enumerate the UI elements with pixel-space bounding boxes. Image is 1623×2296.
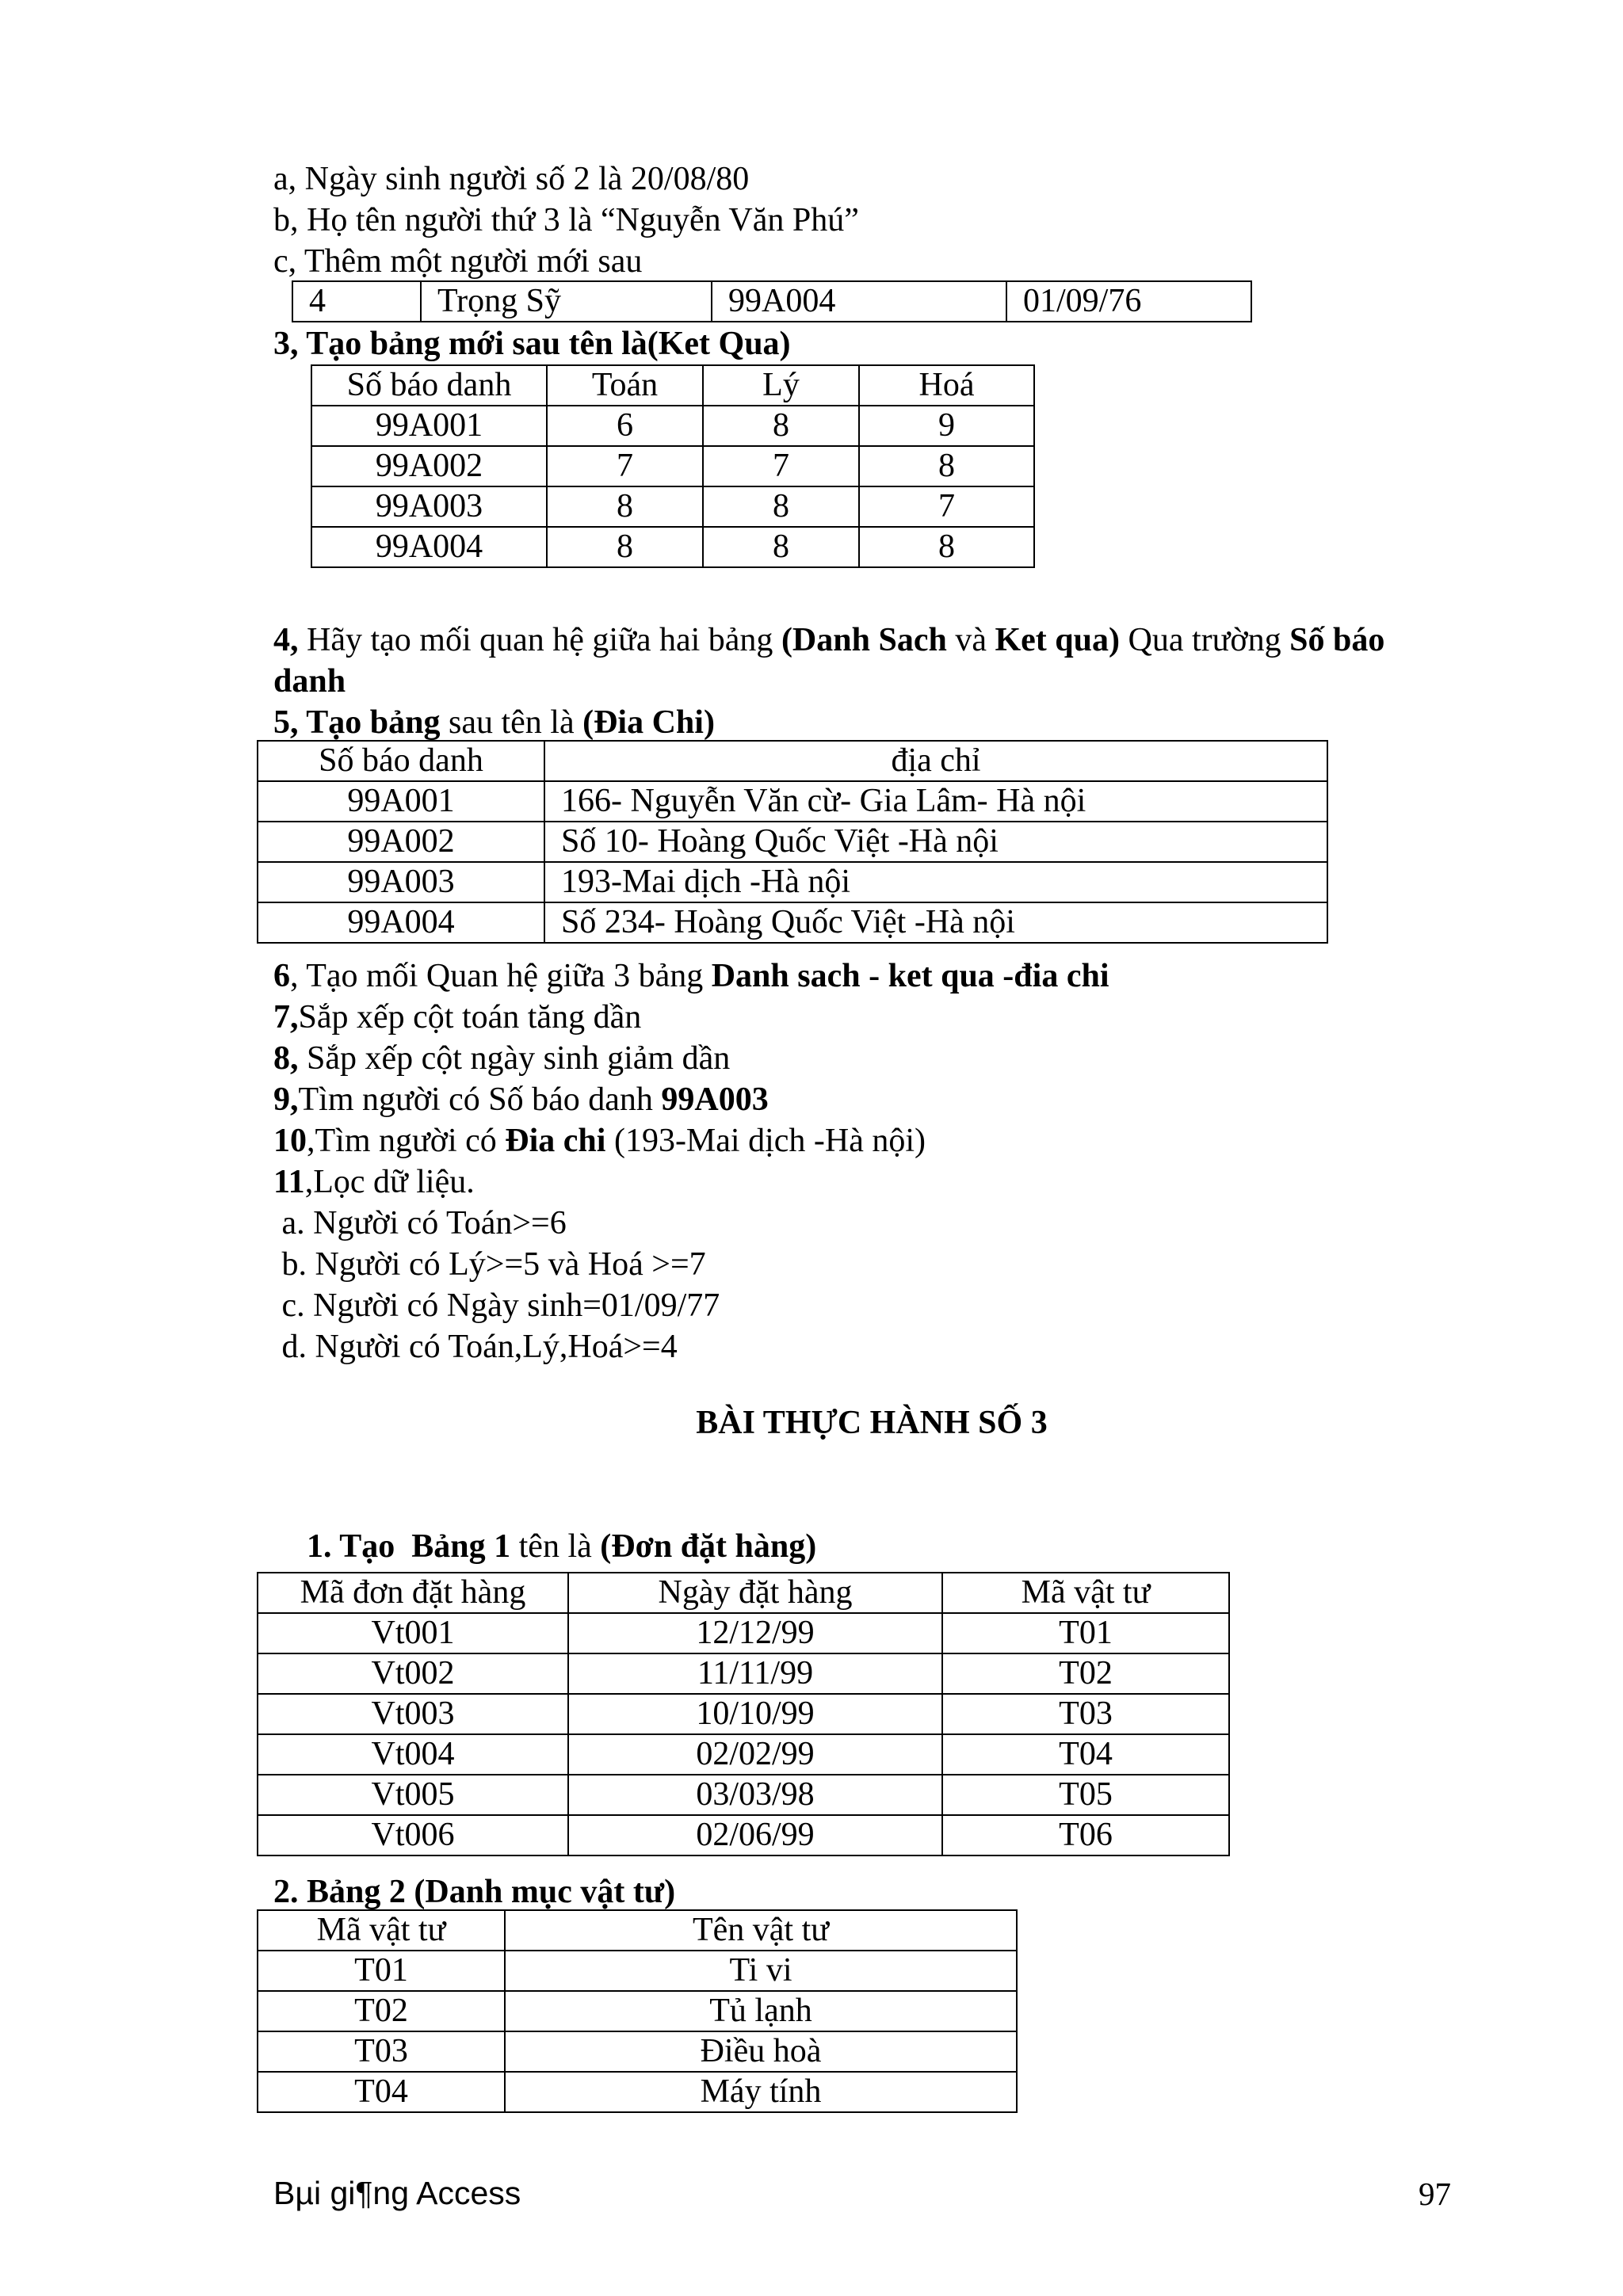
text-run: ,Tìm người có xyxy=(307,1123,506,1159)
table-header-cell: Toán xyxy=(547,365,703,406)
ket-qua-table xyxy=(311,364,1035,568)
table-cell: Máy tính xyxy=(505,2072,1017,2112)
question-number: 7, xyxy=(273,999,299,1035)
page-number: 97 xyxy=(1419,2176,1451,2212)
table-row xyxy=(311,527,1034,567)
table-cell: 99A003 xyxy=(258,862,544,902)
table-cell: 8 xyxy=(547,527,703,567)
table-cell: Vt001 xyxy=(258,1613,568,1653)
table-cell: Số 10- Hoàng Quốc Việt -Hà nội xyxy=(544,822,1327,862)
table-cell: Số 234- Hoàng Quốc Việt -Hà nội xyxy=(544,902,1327,943)
table-cell: Vt005 xyxy=(258,1775,568,1815)
table-cell: 02/02/99 xyxy=(568,1734,942,1775)
table-cell: T02 xyxy=(942,1653,1229,1694)
table-cell: T01 xyxy=(942,1613,1229,1653)
table-header-row xyxy=(258,1573,1229,1613)
text-run-bold: Danh sach - ket qua -đia chi xyxy=(711,958,1109,994)
table-header-cell: Mã vật tư xyxy=(258,1910,505,1951)
table-cell: 99A004 xyxy=(311,527,547,567)
table-cell: 99A004 xyxy=(712,281,1006,322)
table-cell: Vt004 xyxy=(258,1734,568,1775)
table-row xyxy=(258,1653,1229,1694)
table-row xyxy=(258,1951,1017,1991)
question-3: 3, Tạo bảng mới sau tên là(Ket Qua) xyxy=(273,326,791,362)
table-row xyxy=(258,1815,1229,1855)
table-cell: Tủ lạnh xyxy=(505,1991,1017,2031)
table-row xyxy=(258,862,1327,902)
table-cell: T03 xyxy=(942,1694,1229,1734)
question-10 xyxy=(273,1120,926,1161)
table-row xyxy=(258,1991,1017,2031)
text-run-bold: (Đia Chi) xyxy=(582,704,715,741)
table-header-cell: Mã đơn đặt hàng xyxy=(258,1573,568,1613)
text-run-bold: Ket qua) xyxy=(995,622,1120,658)
question-6 xyxy=(273,955,1109,997)
question-11 xyxy=(273,1161,475,1203)
table-cell: 193-Mai dịch -Hà nội xyxy=(544,862,1327,902)
table-cell: 02/06/99 xyxy=(568,1815,942,1855)
table-cell: 7 xyxy=(859,486,1034,527)
table-row xyxy=(311,446,1034,486)
table-cell: 8 xyxy=(547,486,703,527)
filter-item: d. Người có Toán,Lý,Hoá>=4 xyxy=(273,1329,678,1365)
instruction-a: a, Ngày sinh người số 2 là 20/08/80 xyxy=(273,161,750,197)
filter-item: b. Người có Lý>=5 và Hoá >=7 xyxy=(273,1246,706,1283)
table-header-cell: Lý xyxy=(703,365,859,406)
text-run-bold: (Danh Sach xyxy=(781,622,947,658)
table-row xyxy=(311,406,1034,446)
question-7 xyxy=(273,997,641,1038)
question-9 xyxy=(273,1079,769,1120)
table-cell: T04 xyxy=(258,2072,505,2112)
table-cell: 11/11/99 xyxy=(568,1653,942,1694)
new-person-table xyxy=(292,280,1252,322)
table-cell: 4 xyxy=(292,281,421,322)
table-header-cell: Ngày đặt hàng xyxy=(568,1573,942,1613)
table-row xyxy=(311,486,1034,527)
section-title: BÀI THỰC HÀNH SỐ 3 xyxy=(696,1405,1048,1441)
question-number: 11 xyxy=(273,1164,305,1200)
table-cell: 01/09/76 xyxy=(1006,281,1251,322)
dia-chi-table xyxy=(257,740,1328,944)
table-cell: T03 xyxy=(258,2031,505,2072)
question-number: 8, xyxy=(273,1040,299,1077)
table-cell: 03/03/98 xyxy=(568,1775,942,1815)
table-cell: T05 xyxy=(942,1775,1229,1815)
table-cell: Điều hoà xyxy=(505,2031,1017,2072)
instruction-c: c, Thêm một người mới sau xyxy=(273,243,643,280)
table-cell: Trọng Sỹ xyxy=(421,281,712,322)
table-cell: 99A001 xyxy=(311,406,547,446)
table-header-cell: Mã vật tư xyxy=(942,1573,1229,1613)
table-row xyxy=(258,822,1327,862)
question-8 xyxy=(273,1038,730,1079)
filter-item: a. Người có Toán>=6 xyxy=(273,1205,567,1241)
question-4-line-2: danh xyxy=(273,663,346,700)
danh-muc-vat-tu-table xyxy=(257,1909,1018,2113)
table-cell: 7 xyxy=(703,446,859,486)
table-cell: T01 xyxy=(258,1951,505,1991)
question-number: 10 xyxy=(273,1123,307,1159)
table-cell: 8 xyxy=(703,486,859,527)
table-cell: T06 xyxy=(942,1815,1229,1855)
table-cell: 8 xyxy=(859,527,1034,567)
text-run-bold: 5, Tạo bảng xyxy=(273,704,441,741)
table-row xyxy=(292,281,1251,322)
table-header-row xyxy=(258,1910,1017,1951)
instruction-b: b, Họ tên người thứ 3 là “Nguyễn Văn Phú” xyxy=(273,202,859,238)
table-row xyxy=(258,1613,1229,1653)
table-row xyxy=(258,1694,1229,1734)
text-run: ,Lọc dữ liệu. xyxy=(304,1164,475,1200)
table-row xyxy=(258,1775,1229,1815)
table-header-cell: Số báo danh xyxy=(311,365,547,406)
table-cell: 99A002 xyxy=(258,822,544,862)
text-run-bold: 99A003 xyxy=(661,1081,769,1118)
table-cell: 8 xyxy=(703,406,859,446)
text-run: và xyxy=(946,622,995,658)
table-header-cell: Số báo danh xyxy=(258,741,544,781)
table-header-cell: Tên vật tư xyxy=(505,1910,1017,1951)
text-run: Hãy tạo mối quan hệ giữa hai bảng xyxy=(298,622,781,658)
table-cell: Vt003 xyxy=(258,1694,568,1734)
question-number: 6 xyxy=(273,958,290,994)
table-row xyxy=(258,781,1327,822)
table-cell: 99A001 xyxy=(258,781,544,822)
text-run-bold: Số báo xyxy=(1289,622,1385,658)
text-run: (193-Mai dịch -Hà nội) xyxy=(605,1123,926,1159)
footer-title: Bµi gi¶ng Access xyxy=(273,2175,521,2211)
table-cell: 8 xyxy=(859,446,1034,486)
question-5 xyxy=(273,702,715,743)
table-header-row xyxy=(311,365,1034,406)
table-row xyxy=(258,1734,1229,1775)
table-cell: T02 xyxy=(258,1991,505,2031)
table-cell: 9 xyxy=(859,406,1034,446)
filter-item: c. Người có Ngày sinh=01/09/77 xyxy=(273,1287,720,1324)
table-cell: 7 xyxy=(547,446,703,486)
table-header-cell: Hoá xyxy=(859,365,1034,406)
table-cell: 8 xyxy=(703,527,859,567)
table-cell: 12/12/99 xyxy=(568,1613,942,1653)
don-dat-hang-table xyxy=(257,1572,1230,1856)
text-run-bold: (Đơn đặt hàng) xyxy=(600,1528,817,1565)
text-run: sau tên là xyxy=(440,704,583,741)
table-cell: 10/10/99 xyxy=(568,1694,942,1734)
text-run: Sắp xếp cột toán tăng dần xyxy=(298,999,642,1035)
question-number: 9, xyxy=(273,1081,299,1118)
question-4-line-1 xyxy=(273,620,1384,661)
text-run: tên là xyxy=(510,1528,601,1565)
table-cell: Vt006 xyxy=(258,1815,568,1855)
table-header-row xyxy=(258,741,1327,781)
text-run-bold: Đia chi xyxy=(505,1123,606,1159)
table-cell: 99A004 xyxy=(258,902,544,943)
table-cell: 99A003 xyxy=(311,486,547,527)
table-row xyxy=(258,902,1327,943)
text-run: , Tạo mối Quan hệ giữa 3 bảng xyxy=(290,958,712,994)
table-header-cell: địa chỉ xyxy=(544,741,1327,781)
table-row xyxy=(258,2031,1017,2072)
text-run: Sắp xếp cột ngày sinh giảm dần xyxy=(298,1040,731,1077)
table-cell: T04 xyxy=(942,1734,1229,1775)
table-cell: 99A002 xyxy=(311,446,547,486)
text-run: Qua trường xyxy=(1120,622,1290,658)
table-cell: Ti vi xyxy=(505,1951,1017,1991)
table-cell: 6 xyxy=(547,406,703,446)
question-number: 4, xyxy=(273,622,299,658)
text-run: Tìm người có Số báo danh xyxy=(298,1081,662,1118)
table-cell: 166- Nguyễn Văn cừ- Gia Lâm- Hà nội xyxy=(544,781,1327,822)
table-cell: Vt002 xyxy=(258,1653,568,1694)
table-row xyxy=(258,2072,1017,2112)
text-run-bold: 1. Tạo Bảng 1 xyxy=(307,1528,511,1565)
exercise-2: 2. Bảng 2 (Danh mục vật tư) xyxy=(273,1874,676,1910)
